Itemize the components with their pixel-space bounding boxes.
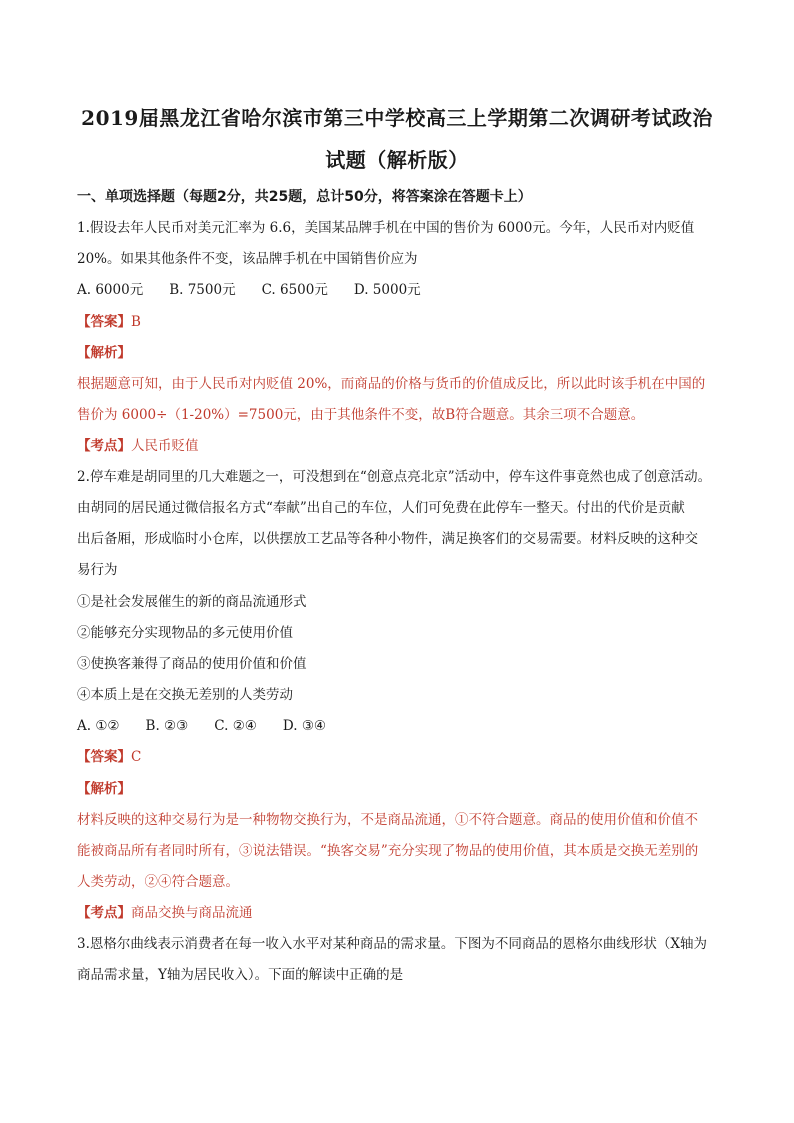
q1-analysis-tag <box>77 343 131 363</box>
q2-item-4: ④本质上是在交换无差别的人类劳动 <box>77 687 293 703</box>
document-title-line2: 试题（解析版） <box>325 148 469 172</box>
point-tag: 【考点】 <box>77 438 131 454</box>
q2-stem-line2: 由胡同的居民通过微信报名方式“奉献”出自己的车位，人们可免费在此停车一整天。付出的代价是贡献 <box>77 500 685 516</box>
q1-stem-line2: 20%。如果其他条件不变，该品牌手机在中国销售价应为 <box>77 251 418 267</box>
q2-option-a: A. ①② <box>77 718 120 734</box>
point-value: 人民币贬值 <box>131 438 199 454</box>
q1-stem-line1: 1.假设去年人民币对美元汇率为 6.6，美国某品牌手机在中国的售价为 6000元。今年，人民币对内贬值 <box>77 220 695 236</box>
q2-option-b: B. ②③ <box>145 718 189 734</box>
q2-analysis-line1: 材料反映的这种交易行为是一种物物交换行为，不是商品流通，①不符合题意。商品的使用价值和价值不 <box>77 812 698 828</box>
q3-stem-line1: 3.恩格尔曲线表示消费者在每一收入水平对某种商品的需求量。下图为不同商品的恩格尔曲线形状（X轴为 <box>77 936 707 952</box>
q1-analysis-line1: 根据题意可知，由于人民币对内贬值 20%，而商品的价格与货币的价值成反比，所以此时该手机在中国的 <box>77 376 706 392</box>
q2-analysis-line2: 能被商品所有者同时所有，③说法错误。“换客交易”充分实现了物品的使用价值，其本质是交换无差别的 <box>77 843 699 859</box>
q3-stem-line2: 商品需求量，Y轴为居民收入）。下面的解读中正确的是 <box>77 967 404 983</box>
q2-answer <box>77 747 141 767</box>
answer-tag: 【答案】 <box>77 749 131 765</box>
q1-option-a: A. 6000元 <box>77 282 144 298</box>
q2-item-2: ②能够充分实现物品的多元使用价值 <box>77 625 293 641</box>
point-tag: 【考点】 <box>77 905 131 921</box>
q1-option-c: C. 6500元 <box>261 282 328 298</box>
answer-value: C <box>131 749 142 765</box>
q2-item-1: ①是社会发展催生的新的商品流通形式 <box>77 594 307 610</box>
analysis-tag: 【解析】 <box>77 345 131 361</box>
q2-item-3: ③使换客兼得了商品的使用价值和价值 <box>77 656 307 672</box>
answer-value: B <box>131 314 141 330</box>
q1-answer <box>77 312 141 332</box>
q1-option-b: B. 7500元 <box>169 282 236 298</box>
q2-analysis-tag <box>77 779 131 799</box>
answer-tag: 【答案】 <box>77 314 131 330</box>
q2-option-d: D. ③④ <box>282 718 327 734</box>
q2-option-c: C. ②④ <box>214 718 257 734</box>
q2-options <box>77 716 352 736</box>
q1-options <box>77 280 447 300</box>
q2-point <box>77 903 253 923</box>
analysis-tag: 【解析】 <box>77 781 131 797</box>
q2-stem-line4: 易行为 <box>77 562 118 578</box>
q1-point <box>77 436 199 456</box>
q1-analysis-line2: 售价为 6000÷（1-20%）=7500元，由于其他条件不变，故B符合题意。其余三项不合题意。 <box>77 407 645 423</box>
document-title-line1: 2019届黑龙江省哈尔滨市第三中学校高三上学期第二次调研考试政治 <box>81 106 713 130</box>
q2-stem-line3: 出后备厢，形成临时小仓库，以供摆放工艺品等各种小物件，满足换客们的交易需要。材料反映的这种交 <box>77 531 698 547</box>
section-heading: 一、单项选择题（每题2分，共25题，总计50分，将答案涂在答题卡上） <box>77 189 532 205</box>
q1-option-d: D. 5000元 <box>353 282 421 298</box>
q2-analysis-line3: 人类劳动，②④符合题意。 <box>77 874 239 890</box>
point-value: 商品交换与商品流通 <box>131 905 253 921</box>
q2-stem-line1: 2.停车难是胡同里的几大难题之一，可没想到在“创意点亮北京”活动中，停车这件事竟然也成了创意活动。 <box>77 469 712 485</box>
